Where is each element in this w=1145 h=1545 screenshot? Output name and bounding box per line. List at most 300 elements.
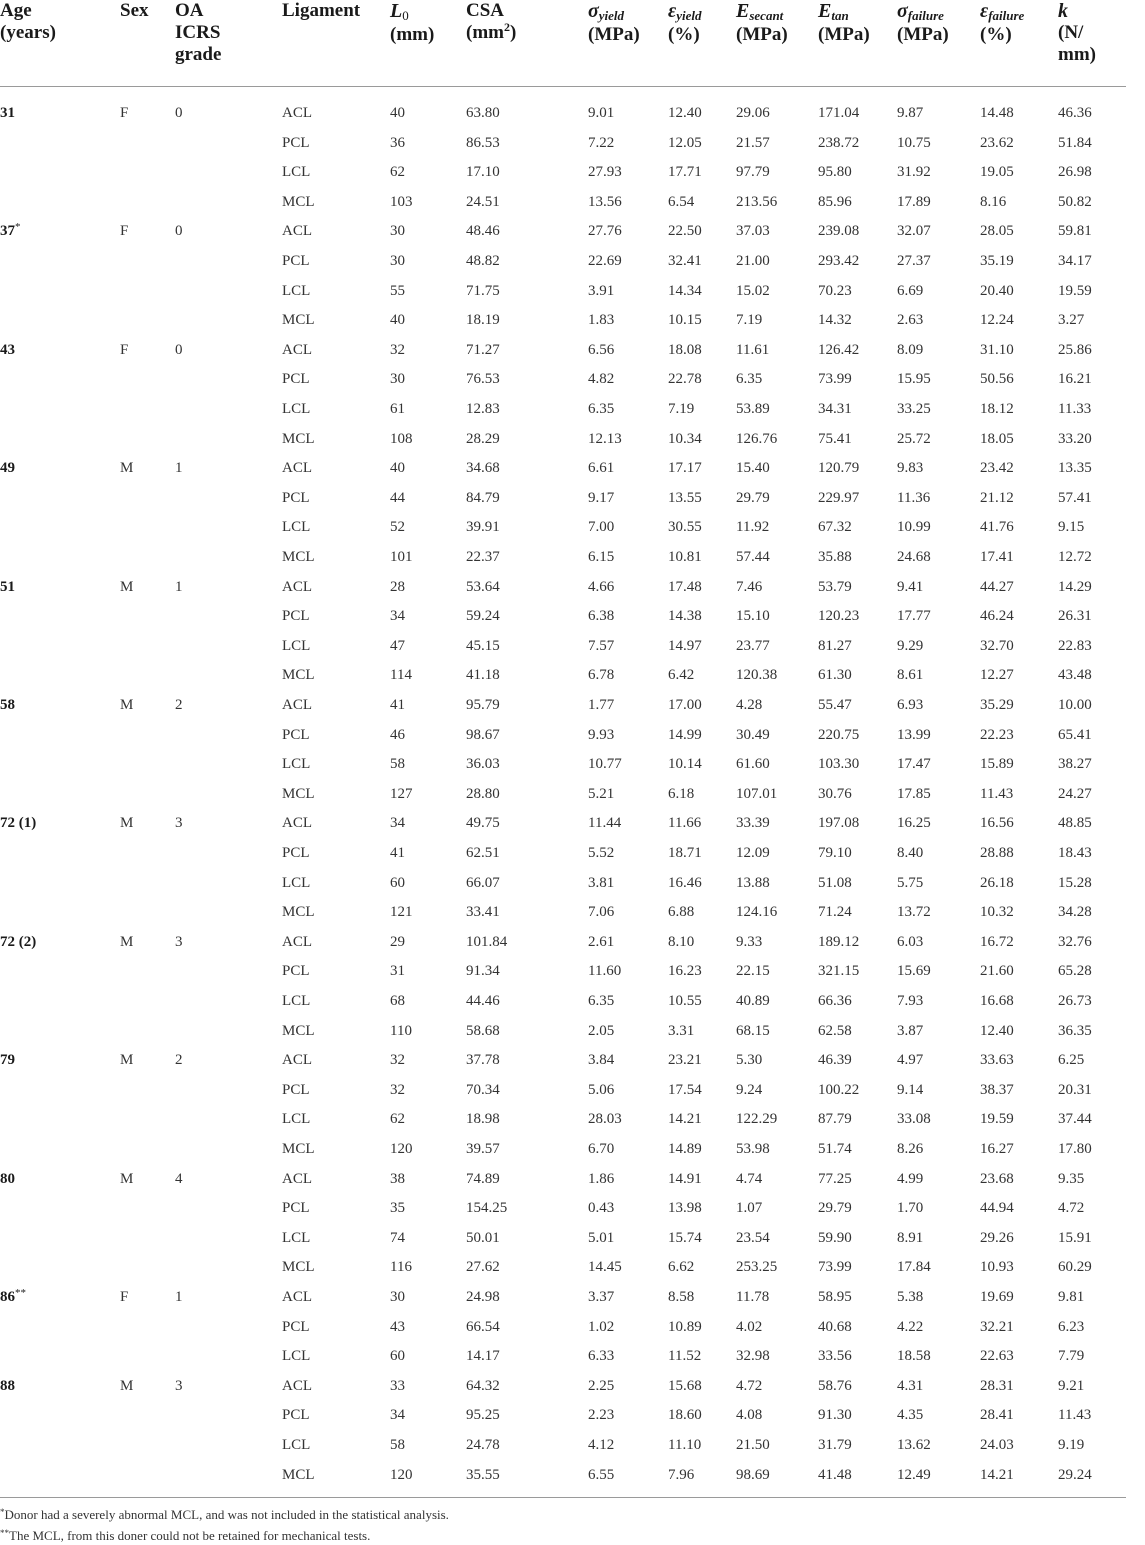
cell-sigma-failure: 8.09: [897, 341, 924, 358]
table-row: [0, 1170, 1126, 1200]
cell-eps-failure: 19.69: [980, 1289, 1014, 1305]
cell-e-tan: 95.80: [818, 164, 852, 181]
cell-l0: 29: [390, 933, 405, 950]
cell-sigma-failure: 5.75: [897, 874, 924, 891]
cell-eps-failure: 23.62: [980, 134, 1014, 151]
cell-e-secant: 30.49: [736, 726, 770, 743]
cell-e-tan: 35.88: [818, 549, 852, 565]
cell-e-tan: 62.58: [818, 1022, 852, 1039]
cell-oa-grade: 0: [175, 223, 183, 240]
cell-k: 34.28: [1058, 904, 1092, 921]
cell-e-tan: 75.41: [818, 430, 852, 447]
cell-l0: 120: [390, 1466, 413, 1483]
cell-k: 19.59: [1058, 282, 1092, 299]
cell-sigma-yield: 6.35: [588, 401, 615, 417]
cell-eps-failure: 10.93: [980, 1259, 1014, 1276]
cell-eps-yield: 17.54: [668, 1081, 702, 1098]
cell-k: 26.73: [1058, 993, 1092, 1009]
cell-l0: 74: [390, 1229, 405, 1246]
header-e-tan: Etan (MPa): [818, 0, 870, 45]
cell-k: 18.43: [1058, 845, 1092, 861]
cell-sigma-failure: 4.97: [897, 1052, 924, 1069]
cell-sigma-yield: 9.17: [588, 489, 615, 506]
cell-e-secant: 120.38: [736, 667, 778, 684]
cell-oa-grade: 3: [175, 1377, 183, 1394]
table-row: [0, 222, 1126, 252]
cell-k: 26.31: [1058, 608, 1092, 625]
cell-eps-failure: 38.37: [980, 1081, 1014, 1098]
cell-sigma-yield: 5.06: [588, 1081, 615, 1098]
header-ligament: Ligament: [282, 0, 361, 21]
footnote-1: *Donor had a severely abnormal MCL, and was not included in the statistical analysis.: [0, 1507, 449, 1522]
cell-sigma-yield: 4.82: [588, 371, 615, 388]
cell-sigma-failure: 24.68: [897, 549, 931, 565]
cell-e-secant: 53.89: [736, 401, 770, 417]
cell-ligament: PCL: [282, 1318, 310, 1335]
cell-sigma-failure: 10.99: [897, 519, 931, 536]
header-l0: L0 (mm): [390, 0, 435, 45]
cell-l0: 34: [390, 815, 405, 832]
cell-k: 11.43: [1058, 1407, 1092, 1424]
cell-k: 6.23: [1058, 1318, 1085, 1335]
cell-e-secant: 6.35: [736, 371, 763, 388]
cell-sigma-failure: 13.62: [897, 1437, 931, 1453]
cell-ligament: ACL: [282, 1052, 312, 1069]
cell-csa: 27.62: [466, 1259, 500, 1276]
cell-l0: 41: [390, 697, 405, 713]
cell-e-tan: 120.23: [818, 608, 860, 625]
cell-k: 38.27: [1058, 756, 1092, 773]
cell-csa: 48.46: [466, 223, 500, 240]
cell-e-tan: 81.27: [818, 637, 852, 654]
cell-ligament: MCL: [282, 667, 315, 684]
cell-e-secant: 22.15: [736, 963, 770, 980]
cell-csa: 91.34: [466, 963, 500, 980]
cell-eps-failure: 20.40: [980, 282, 1014, 299]
cell-eps-failure: 18.12: [980, 401, 1014, 417]
cell-e-secant: 9.24: [736, 1081, 763, 1098]
cell-e-tan: 51.08: [818, 874, 852, 891]
cell-csa: 58.68: [466, 1022, 500, 1039]
table-row: [0, 163, 1126, 193]
cell-ligament: ACL: [282, 1377, 312, 1394]
cell-ligament: LCL: [282, 1437, 311, 1453]
cell-eps-yield: 6.88: [668, 904, 695, 921]
table-row: [0, 459, 1126, 489]
cell-eps-yield: 10.34: [668, 430, 702, 447]
cell-k: 60.29: [1058, 1259, 1092, 1276]
cell-sigma-yield: 7.22: [588, 134, 615, 151]
cell-eps-failure: 28.88: [980, 845, 1014, 861]
cell-ligament: ACL: [282, 223, 312, 240]
cell-eps-yield: 6.54: [668, 193, 695, 210]
cell-l0: 60: [390, 1348, 405, 1365]
cell-sigma-failure: 9.41: [897, 578, 924, 595]
cell-e-secant: 15.02: [736, 282, 770, 299]
cell-sigma-failure: 2.63: [897, 312, 924, 329]
cell-k: 12.72: [1058, 549, 1092, 565]
cell-e-secant: 15.10: [736, 608, 770, 625]
cell-sigma-failure: 1.70: [897, 1200, 924, 1217]
cell-sigma-yield: 6.15: [588, 549, 615, 565]
cell-ligament: PCL: [282, 489, 310, 506]
cell-l0: 41: [390, 845, 405, 861]
cell-sigma-yield: 6.33: [588, 1348, 615, 1365]
cell-e-secant: 29.79: [736, 489, 770, 506]
cell-sigma-yield: 7.57: [588, 637, 615, 654]
cell-e-secant: 40.89: [736, 993, 770, 1009]
cell-sigma-failure: 8.91: [897, 1229, 924, 1246]
header-eps-yield: εyield (%): [668, 0, 702, 45]
cell-e-secant: 33.39: [736, 815, 770, 832]
cell-eps-failure: 16.56: [980, 815, 1014, 832]
cell-e-tan: 103.30: [818, 756, 860, 773]
cell-e-secant: 57.44: [736, 549, 770, 565]
cell-age: 88: [0, 1377, 15, 1394]
cell-eps-failure: 16.72: [980, 933, 1014, 950]
cell-k: 14.29: [1058, 578, 1092, 595]
table-row: [0, 548, 1126, 578]
cell-ligament: LCL: [282, 282, 311, 299]
cell-sigma-yield: 1.86: [588, 1170, 615, 1187]
cell-csa: 45.15: [466, 637, 500, 654]
cell-sigma-yield: 27.76: [588, 223, 622, 240]
cell-eps-failure: 16.27: [980, 1141, 1014, 1157]
cell-eps-failure: 15.89: [980, 756, 1014, 773]
cell-ligament: PCL: [282, 371, 310, 388]
cell-csa: 24.51: [466, 193, 500, 210]
cell-l0: 40: [390, 105, 405, 121]
cell-sigma-failure: 33.25: [897, 401, 931, 417]
cell-e-tan: 40.68: [818, 1318, 852, 1335]
cell-l0: 120: [390, 1141, 413, 1157]
cell-l0: 34: [390, 608, 405, 625]
footnote-2: **The MCL, from this doner could not be retained for mechanical tests.: [0, 1528, 371, 1543]
cell-eps-failure: 18.05: [980, 430, 1014, 447]
cell-eps-yield: 17.00: [668, 697, 702, 713]
cell-csa: 66.54: [466, 1318, 500, 1335]
cell-e-tan: 59.90: [818, 1229, 852, 1246]
cell-sigma-yield: 6.55: [588, 1466, 615, 1483]
cell-eps-yield: 14.91: [668, 1170, 702, 1187]
cell-sigma-failure: 4.22: [897, 1318, 924, 1335]
cell-sigma-failure: 9.14: [897, 1081, 924, 1098]
cell-csa: 24.78: [466, 1437, 500, 1453]
cell-csa: 62.51: [466, 845, 500, 861]
cell-e-tan: 51.74: [818, 1141, 852, 1157]
cell-l0: 35: [390, 1200, 405, 1217]
table-row: [0, 1288, 1126, 1318]
cell-e-tan: 61.30: [818, 667, 852, 684]
table-row: [0, 874, 1126, 904]
cell-eps-yield: 16.23: [668, 963, 702, 980]
cell-sigma-failure: 6.03: [897, 933, 924, 950]
cell-sigma-failure: 6.93: [897, 697, 924, 713]
cell-eps-failure: 21.12: [980, 489, 1014, 506]
cell-sigma-failure: 27.37: [897, 253, 931, 269]
cell-ligament: PCL: [282, 726, 310, 743]
cell-k: 25.86: [1058, 341, 1092, 358]
cell-csa: 39.57: [466, 1141, 500, 1157]
cell-sigma-failure: 11.36: [897, 489, 931, 506]
table-row: [0, 755, 1126, 785]
cell-l0: 108: [390, 430, 413, 447]
cell-k: 16.21: [1058, 371, 1092, 388]
table-row: [0, 1466, 1126, 1496]
cell-sigma-failure: 31.92: [897, 164, 931, 181]
cell-e-tan: 126.42: [818, 341, 860, 358]
cell-e-secant: 122.29: [736, 1111, 778, 1128]
cell-csa: 41.18: [466, 667, 500, 684]
cell-e-tan: 197.08: [818, 815, 860, 832]
header-sigma-yield: σyield (MPa): [588, 0, 640, 45]
cell-eps-failure: 35.29: [980, 697, 1014, 713]
header-k: k (N/ mm): [1058, 0, 1096, 65]
cell-eps-failure: 41.76: [980, 519, 1014, 536]
cell-eps-yield: 8.10: [668, 933, 695, 950]
cell-eps-yield: 15.74: [668, 1229, 702, 1246]
cell-e-tan: 229.97: [818, 489, 860, 506]
cell-eps-failure: 22.63: [980, 1348, 1014, 1365]
cell-csa: 95.25: [466, 1407, 500, 1424]
cell-k: 36.35: [1058, 1022, 1092, 1039]
cell-eps-failure: 24.03: [980, 1437, 1014, 1453]
cell-e-tan: 238.72: [818, 134, 860, 151]
cell-eps-yield: 12.40: [668, 105, 702, 121]
table-row: [0, 992, 1126, 1022]
cell-e-secant: 21.57: [736, 134, 770, 151]
cell-eps-failure: 26.18: [980, 874, 1014, 891]
cell-sigma-yield: 3.37: [588, 1289, 615, 1305]
cell-e-tan: 189.12: [818, 933, 860, 950]
cell-e-tan: 67.32: [818, 519, 852, 536]
cell-k: 32.76: [1058, 933, 1092, 950]
cell-k: 33.20: [1058, 430, 1092, 447]
table-row: [0, 1377, 1126, 1407]
cell-sigma-failure: 15.69: [897, 963, 931, 980]
cell-e-secant: 98.69: [736, 1466, 770, 1483]
cell-eps-failure: 29.26: [980, 1229, 1014, 1246]
cell-l0: 31: [390, 963, 405, 980]
cell-sigma-yield: 12.13: [588, 430, 622, 447]
cell-csa: 84.79: [466, 489, 500, 506]
cell-e-tan: 58.76: [818, 1377, 852, 1394]
table-row: [0, 1110, 1126, 1140]
table-row: [0, 1347, 1126, 1377]
cell-eps-yield: 18.71: [668, 845, 702, 861]
cell-sigma-yield: 7.00: [588, 519, 615, 536]
table-bottom-rule: [0, 1497, 1126, 1498]
cell-csa: 71.75: [466, 282, 500, 299]
cell-sigma-yield: 6.78: [588, 667, 615, 684]
cell-eps-yield: 10.89: [668, 1318, 702, 1335]
cell-eps-failure: 14.48: [980, 105, 1014, 121]
cell-sex: F: [120, 223, 129, 240]
cell-csa: 39.91: [466, 519, 500, 536]
cell-oa-grade: 1: [175, 1289, 183, 1305]
cell-l0: 34: [390, 1407, 405, 1424]
cell-sigma-yield: 9.01: [588, 105, 615, 121]
cell-eps-failure: 31.10: [980, 341, 1014, 358]
cell-l0: 55: [390, 282, 405, 299]
cell-sigma-yield: 1.77: [588, 697, 615, 713]
cell-sex: F: [120, 1289, 129, 1305]
cell-sigma-failure: 15.95: [897, 371, 931, 388]
cell-e-tan: 34.31: [818, 401, 852, 417]
cell-k: 17.80: [1058, 1141, 1092, 1157]
cell-l0: 68: [390, 993, 405, 1009]
cell-eps-failure: 12.27: [980, 667, 1014, 684]
cell-e-tan: 100.22: [818, 1081, 860, 1098]
cell-csa: 37.78: [466, 1052, 500, 1069]
cell-k: 9.21: [1058, 1377, 1085, 1394]
cell-l0: 33: [390, 1377, 405, 1394]
cell-sigma-yield: 11.44: [588, 815, 622, 832]
cell-eps-failure: 23.68: [980, 1170, 1014, 1187]
cell-e-secant: 29.06: [736, 105, 770, 121]
cell-e-tan: 71.24: [818, 904, 852, 921]
table-row: [0, 962, 1126, 992]
cell-ligament: PCL: [282, 1081, 310, 1098]
cell-k: 6.25: [1058, 1052, 1085, 1069]
cell-e-secant: 15.40: [736, 460, 770, 477]
cell-l0: 62: [390, 164, 405, 181]
table-row: [0, 844, 1126, 874]
table-row: [0, 785, 1126, 815]
cell-sigma-failure: 17.85: [897, 785, 931, 802]
cell-k: 9.15: [1058, 519, 1085, 536]
table-row: [0, 282, 1126, 312]
cell-sigma-yield: 11.60: [588, 963, 622, 980]
cell-csa: 36.03: [466, 756, 500, 773]
cell-eps-failure: 16.68: [980, 993, 1014, 1009]
cell-csa: 22.37: [466, 549, 500, 565]
cell-csa: 71.27: [466, 341, 500, 358]
cell-ligament: MCL: [282, 904, 315, 921]
cell-age: 51: [0, 578, 15, 595]
cell-sigma-yield: 28.03: [588, 1111, 622, 1128]
table-row: [0, 666, 1126, 696]
cell-k: 9.35: [1058, 1170, 1085, 1187]
cell-oa-grade: 3: [175, 815, 183, 832]
cell-e-tan: 41.48: [818, 1466, 852, 1483]
cell-l0: 61: [390, 401, 405, 417]
cell-e-secant: 68.15: [736, 1022, 770, 1039]
cell-sigma-yield: 7.06: [588, 904, 615, 921]
cell-sigma-failure: 9.83: [897, 460, 924, 477]
table-row: [0, 430, 1126, 460]
cell-k: 65.28: [1058, 963, 1092, 980]
cell-e-tan: 31.79: [818, 1437, 852, 1453]
cell-e-secant: 11.92: [736, 519, 770, 536]
cell-eps-yield: 10.14: [668, 756, 702, 773]
cell-eps-yield: 11.10: [668, 1437, 702, 1453]
cell-sigma-yield: 6.70: [588, 1141, 615, 1157]
cell-sigma-yield: 6.61: [588, 460, 615, 477]
cell-eps-yield: 14.89: [668, 1141, 702, 1157]
cell-ligament: LCL: [282, 874, 311, 891]
cell-l0: 58: [390, 1437, 405, 1453]
cell-eps-failure: 21.60: [980, 963, 1014, 980]
cell-oa-grade: 2: [175, 1052, 183, 1069]
cell-ligament: MCL: [282, 549, 315, 565]
cell-eps-yield: 6.18: [668, 785, 695, 802]
cell-l0: 127: [390, 785, 413, 802]
cell-ligament: PCL: [282, 963, 310, 980]
cell-e-secant: 7.19: [736, 312, 763, 329]
cell-eps-yield: 7.19: [668, 401, 695, 417]
header-eps-failure: εfailure (%): [980, 0, 1025, 45]
cell-csa: 18.19: [466, 312, 500, 329]
cell-oa-grade: 4: [175, 1170, 183, 1187]
table-row: [0, 134, 1126, 164]
cell-l0: 47: [390, 637, 405, 654]
cell-eps-yield: 3.31: [668, 1022, 695, 1039]
cell-e-secant: 7.46: [736, 578, 763, 595]
cell-sigma-failure: 17.89: [897, 193, 931, 210]
cell-l0: 121: [390, 904, 413, 921]
cell-e-secant: 9.33: [736, 933, 763, 950]
table-row: [0, 1022, 1126, 1052]
cell-e-secant: 4.08: [736, 1407, 763, 1424]
cell-eps-yield: 17.48: [668, 578, 702, 595]
cell-csa: 95.79: [466, 697, 500, 713]
cell-l0: 30: [390, 1289, 405, 1305]
cell-sigma-yield: 6.35: [588, 993, 615, 1009]
cell-k: 51.84: [1058, 134, 1092, 151]
cell-eps-yield: 22.50: [668, 223, 702, 240]
cell-k: 37.44: [1058, 1111, 1092, 1128]
cell-ligament: LCL: [282, 401, 311, 417]
cell-eps-yield: 13.98: [668, 1200, 702, 1217]
cell-sigma-yield: 5.52: [588, 845, 615, 861]
cell-e-secant: 23.77: [736, 637, 770, 654]
table-row: [0, 1318, 1126, 1348]
cell-e-tan: 53.79: [818, 578, 852, 595]
cell-e-tan: 33.56: [818, 1348, 852, 1365]
cell-ligament: MCL: [282, 785, 315, 802]
cell-sigma-failure: 17.84: [897, 1259, 931, 1276]
cell-l0: 30: [390, 223, 405, 240]
cell-ligament: ACL: [282, 341, 312, 358]
cell-ligament: LCL: [282, 1229, 311, 1246]
cell-sigma-yield: 13.56: [588, 193, 622, 210]
cell-csa: 66.07: [466, 874, 500, 891]
cell-sigma-failure: 25.72: [897, 430, 931, 447]
cell-eps-failure: 10.32: [980, 904, 1014, 921]
cell-eps-failure: 14.21: [980, 1466, 1014, 1483]
cell-e-secant: 53.98: [736, 1141, 770, 1157]
cell-eps-failure: 19.05: [980, 164, 1014, 181]
cell-eps-failure: 11.43: [980, 785, 1014, 802]
cell-eps-yield: 23.21: [668, 1052, 702, 1069]
cell-sex: F: [120, 341, 129, 358]
cell-csa: 28.80: [466, 785, 500, 802]
cell-eps-yield: 17.17: [668, 460, 702, 477]
cell-k: 11.33: [1058, 401, 1092, 417]
cell-eps-failure: 44.27: [980, 578, 1014, 595]
cell-ligament: LCL: [282, 993, 311, 1009]
cell-e-tan: 91.30: [818, 1407, 852, 1424]
cell-eps-failure: 22.23: [980, 726, 1014, 743]
cell-eps-failure: 33.63: [980, 1052, 1014, 1069]
cell-oa-grade: 0: [175, 105, 183, 121]
cell-eps-yield: 14.21: [668, 1111, 702, 1128]
cell-age: 49: [0, 460, 15, 477]
cell-e-secant: 32.98: [736, 1348, 770, 1365]
cell-l0: 58: [390, 756, 405, 773]
cell-eps-yield: 8.58: [668, 1289, 695, 1305]
